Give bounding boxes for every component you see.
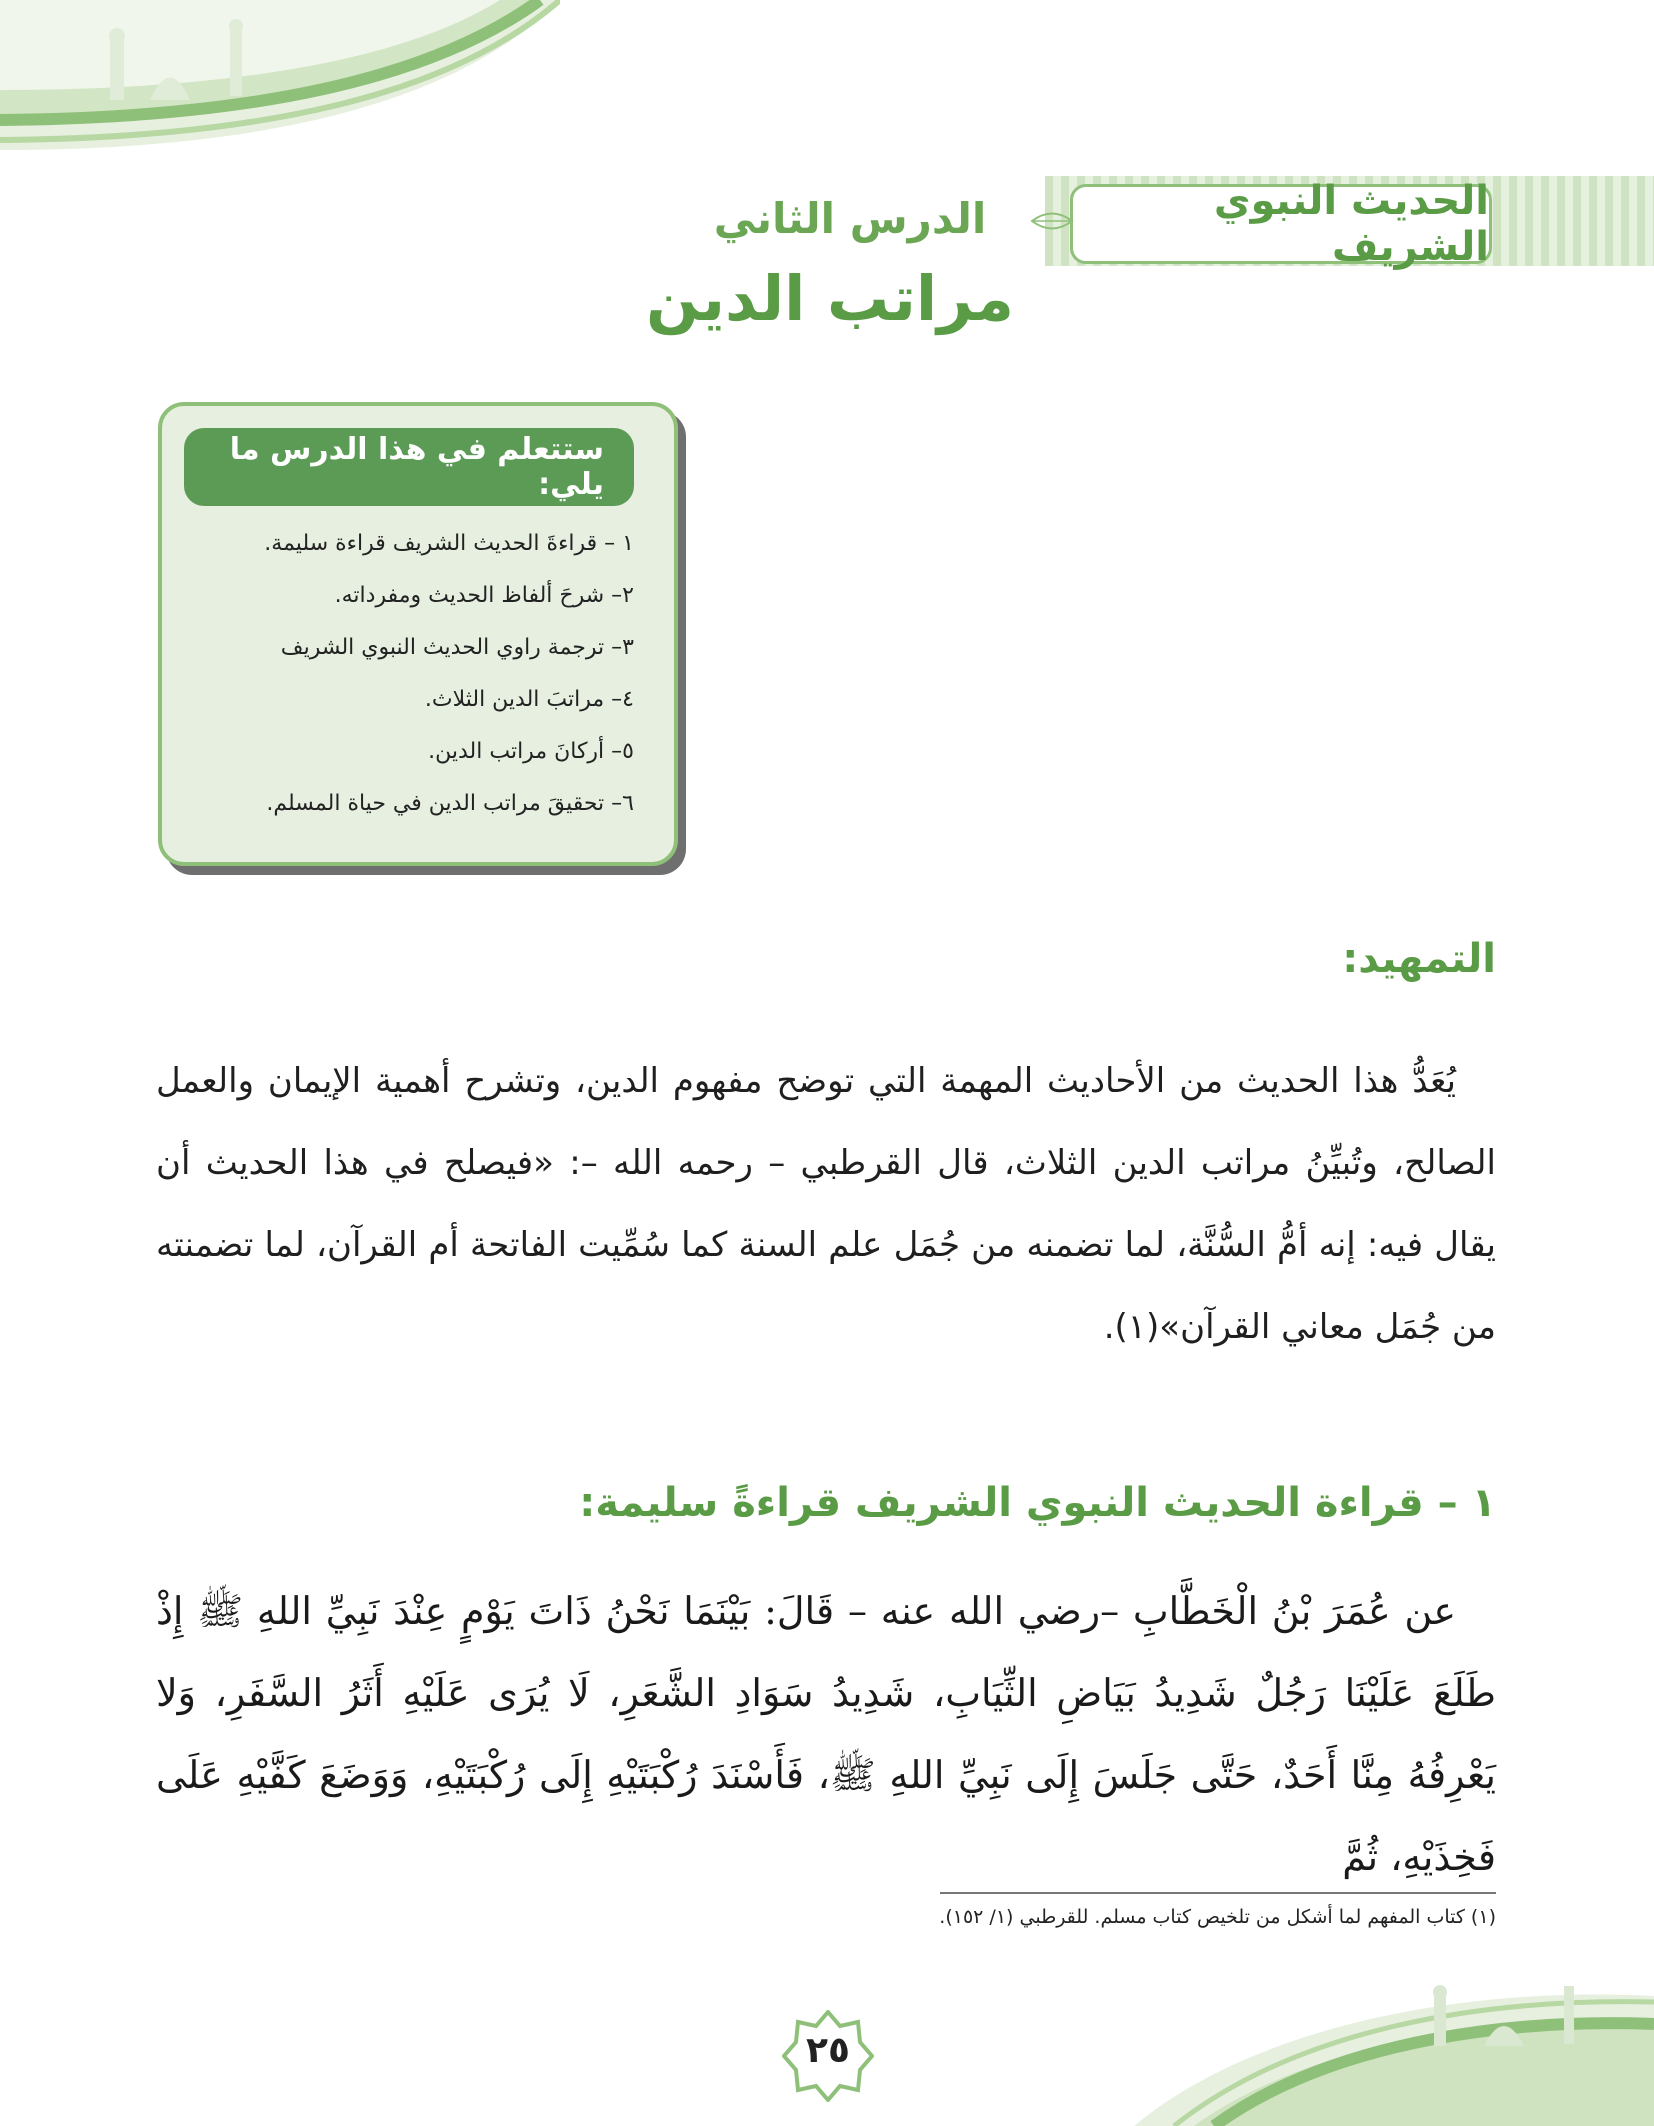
objective-item: ٥– أركانَ مراتب الدين.	[428, 739, 634, 764]
hadith-paragraph: عن عُمَرَ بْنُ الْخَطَّابِ –رضي الله عنه – قَالَ: بَيْنَمَا نَحْنُ ذَاتَ يَوْمٍ عِنْدَ نَبِيِّ اللهِ ﷺ إِذْ طَلَعَ عَلَيْنَا رَجُلٌ شَدِيدُ بَيَاضِ الثِّيَابِ، شَدِيدُ سَوَادِ الشَّعَرِ، لَا يُرَى عَلَيْهِ أَثَرُ السَّفَرِ، وَلا يَعْرِفُهُ مِنَّا أَحَدٌ، حَتَّى جَلَسَ إِلَى نَبِيِّ اللهِ ﷺ، فَأَسْنَدَ رُكْبَتَيْهِ إِلَى رُكْبَتَيْهِ، وَوَضَعَ كَفَّيْهِ عَلَى فَخِذَيْهِ، ثُمَّ	[156, 1589, 1496, 1879]
objective-item: ٤– مراتبَ الدين الثلاث.	[424, 687, 634, 712]
footnote-divider	[940, 1892, 1496, 1894]
page-number: ٢٥	[806, 2030, 850, 2071]
section-label: الحديث النبوي الشريف	[1070, 184, 1492, 264]
objective-item: ١ – قراءةَ الحديث الشريف قراءة سليمة.	[264, 531, 634, 556]
bottom-corner-decoration	[1134, 1976, 1654, 2126]
leaf-icon	[1030, 206, 1074, 236]
lesson-title: مراتب الدين	[645, 262, 1015, 335]
intro-heading: التمهيد:	[1342, 936, 1496, 982]
section-heading: ١ – قراءة الحديث النبوي الشريف قراءةً سليمة:	[579, 1480, 1496, 1526]
objective-item: ٢– شرحَ ألفاظ الحديث ومفرداته.	[334, 583, 634, 608]
lesson-number: الدرس الثاني	[713, 194, 987, 243]
objective-item: ٣– ترجمة راوي الحديث النبوي الشريف	[280, 635, 634, 660]
objectives-box	[158, 402, 678, 866]
footnote: (١) كتاب المفهم لما أشكل من تلخيص كتاب مسلم. للقرطبي (١/ ١٥٢).	[939, 1906, 1496, 1928]
intro-paragraph: يُعَدُّ هذا الحديث من الأحاديث المهمة التي توضح مفهوم الدين، وتشرح أهمية الإيمان والعمل الصالح، وتُبيِّنُ مراتب الدين الثلاث، قال القرطبي – رحمه الله –: «فيصلح في هذا الحديث أن يقال فيه: إنه أمُّ السُّنَّة، لما تضمنه من جُمَل علم السنة كما سُمِّيت الفاتحة أم القرآن، لما تضمنته من جُمَل معاني القرآن»(١).	[156, 1061, 1496, 1347]
objectives-list	[174, 518, 634, 830]
objective-item: ٦– تحقيقَ مراتب الدين في حياة المسلم.	[266, 791, 634, 816]
objectives-title: ستتعلم في هذا الدرس ما يلي:	[184, 428, 634, 506]
top-corner-decoration	[0, 0, 560, 160]
